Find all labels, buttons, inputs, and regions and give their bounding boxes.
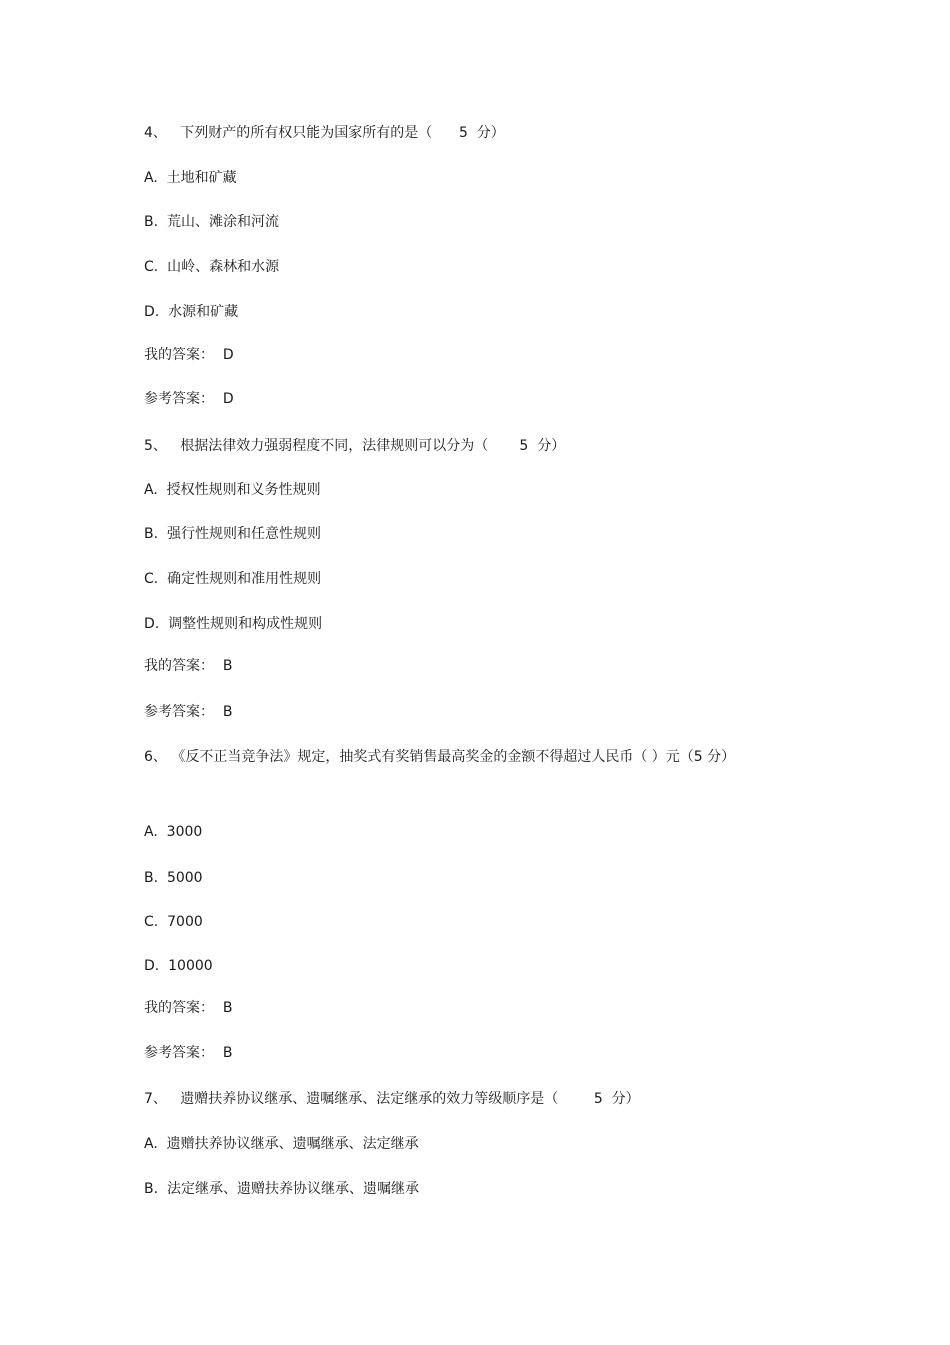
question-4-reference-answer: 参考答案： D bbox=[144, 391, 234, 407]
question-6-option-a: A. 3000 bbox=[144, 824, 203, 840]
question-4-option-b: B. 荒山、滩涂和河流 bbox=[144, 214, 279, 230]
question-5-stem: 5、 根据法律效力强弱程度不同，法律规则可以分为（ 5 分） bbox=[144, 438, 566, 454]
question-6-my-answer: 我的答案： B bbox=[144, 1000, 233, 1016]
question-6-option-c: C. 7000 bbox=[144, 914, 203, 930]
question-6-stem: 6、 《反不正当竞争法》规定，抽奖式有奖销售最高奖金的金额不得超过人民币（ ）元（5 分） bbox=[144, 749, 736, 765]
question-7-option-b: B. 法定继承、遗赠扶养协议继承、遗嘱继承 bbox=[144, 1181, 419, 1197]
question-5-option-c: C. 确定性规则和准用性规则 bbox=[144, 571, 322, 587]
question-6-reference-answer: 参考答案： B bbox=[144, 1045, 233, 1061]
question-4-my-answer: 我的答案： D bbox=[144, 347, 234, 363]
question-4-option-d: D. 水源和矿藏 bbox=[144, 304, 239, 320]
question-5-option-b: B. 强行性规则和任意性规则 bbox=[144, 526, 321, 542]
question-4-option-a: A. 土地和矿藏 bbox=[144, 170, 237, 186]
question-4-stem: 4、 下列财产的所有权只能为国家所有的是（ 5 分） bbox=[144, 125, 505, 141]
question-5-option-d: D. 调整性规则和构成性规则 bbox=[144, 616, 323, 632]
question-4-option-c: C. 山岭、森林和水源 bbox=[144, 259, 280, 275]
question-7-option-a: A. 遗赠扶养协议继承、遗嘱继承、法定继承 bbox=[144, 1136, 419, 1152]
question-5-my-answer: 我的答案： B bbox=[144, 658, 233, 674]
question-6-option-b: B. 5000 bbox=[144, 870, 203, 886]
question-7-stem: 7、 遗赠扶养协议继承、遗嘱继承、法定继承的效力等级顺序是（ 5 分） bbox=[144, 1091, 640, 1107]
question-6-option-d: D. 10000 bbox=[144, 958, 213, 974]
question-5-option-a: A. 授权性规则和义务性规则 bbox=[144, 482, 321, 498]
question-5-reference-answer: 参考答案： B bbox=[144, 704, 233, 720]
